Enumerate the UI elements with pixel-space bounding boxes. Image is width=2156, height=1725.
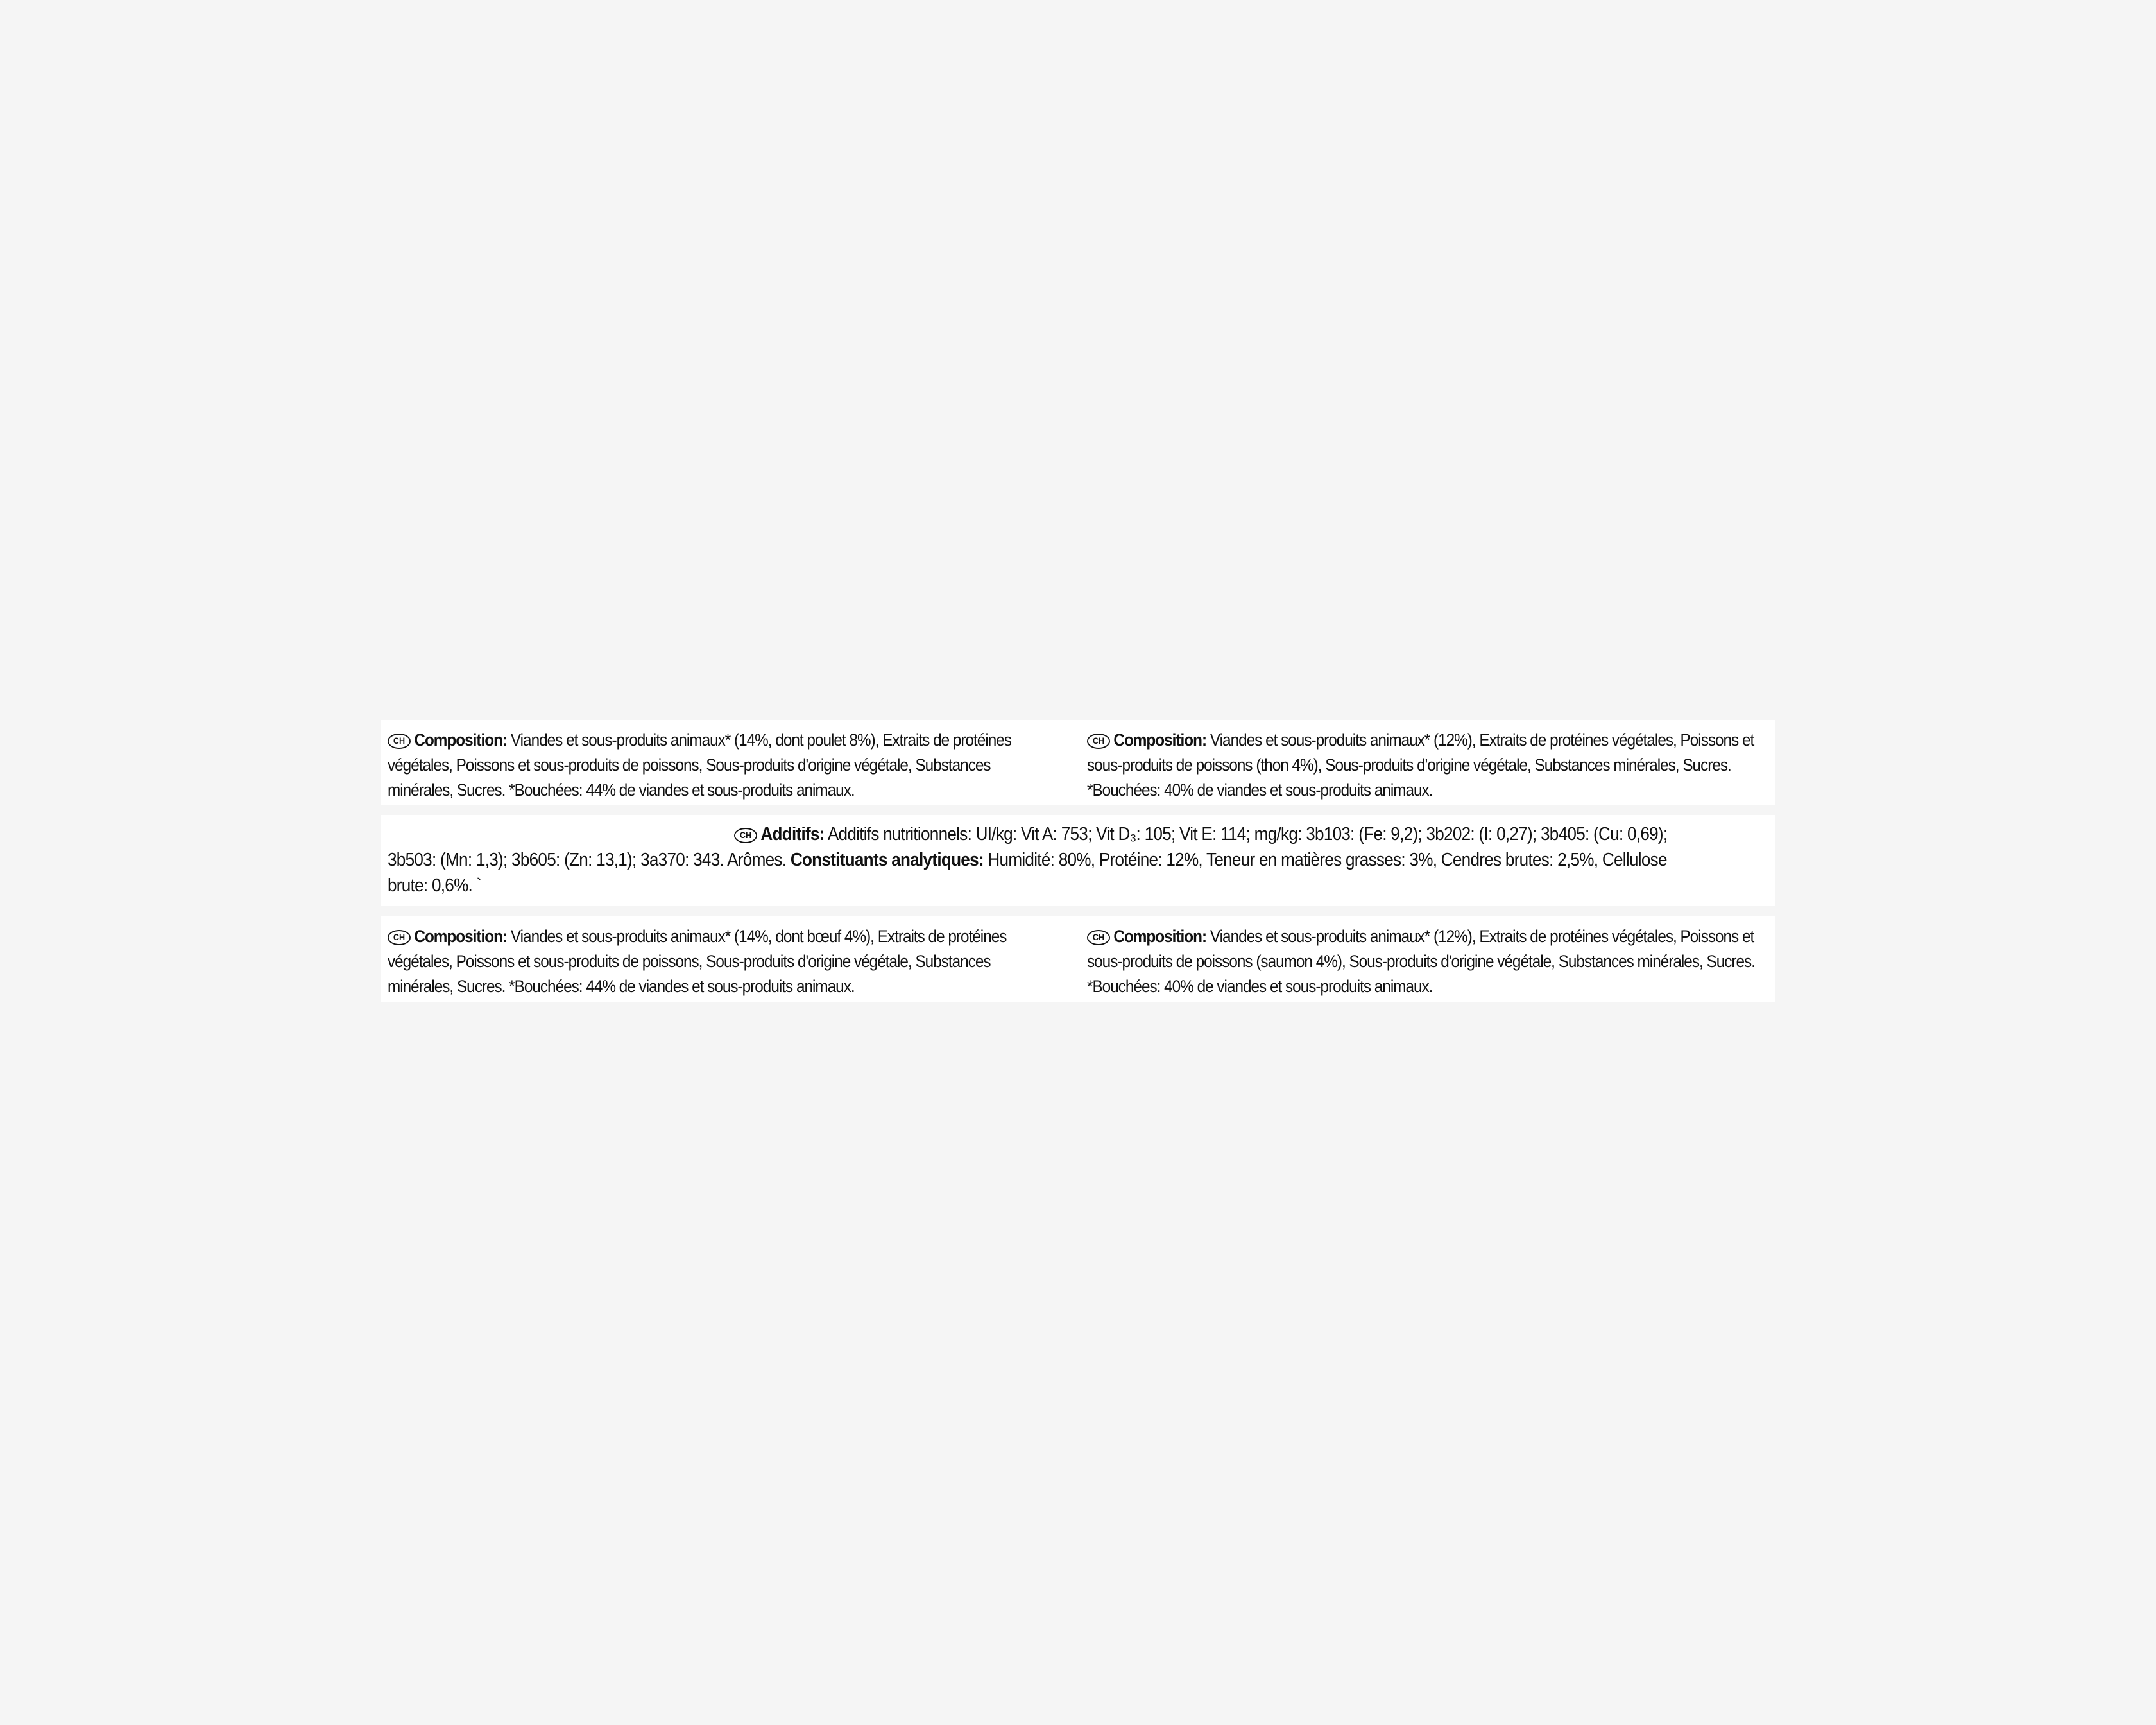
- composition-label: Composition:: [414, 730, 508, 750]
- composition-label: Composition:: [414, 927, 508, 946]
- composition-text: Viandes et sous-produits animaux* (14%, dont bœuf 4%), Extraits de protéines végétales, Poissons et sous-produits de poissons, Sous-produits d'origine végétale, Substances minérales, Sucres. *Bouchées: 44% de viandes et sous-produits animaux.: [388, 927, 1007, 996]
- swiss-ch-badge-icon: CH: [1087, 734, 1110, 749]
- composition-panel-top: [381, 720, 1775, 805]
- additives-block: [388, 821, 1710, 898]
- swiss-ch-badge-icon: CH: [1087, 930, 1110, 945]
- composition-label: Composition:: [1113, 730, 1207, 750]
- swiss-ch-badge-icon: CH: [734, 828, 757, 843]
- additives-panel: [381, 815, 1775, 906]
- analytical-label: Constituants analytiques:: [790, 850, 984, 870]
- additives-text: Additifs nutritionnels: UI/kg: Vit A: 753; Vit D₃: 105; Vit E: 114; mg/kg: 3b103: (Fe: 9,2); 3b202: (I: 0,27); 3b405: (Cu: 0,69); 3b503: (Mn: 1,3); 3b605: (Zn: 13,1); 3a370: 343. Arômes.: [388, 824, 1668, 870]
- composition-block-salmon: [1087, 924, 1768, 999]
- composition-block-beef: [388, 924, 1057, 999]
- analytical-text: Humidité: 80%, Protéine: 12%, Teneur en matières grasses: 3%, Cendres brutes: 2,5%, Cellulose brute: 0,6%. `: [388, 850, 1667, 896]
- composition-panel-bottom: [381, 916, 1775, 1002]
- composition-block-tuna: [1087, 728, 1768, 803]
- swiss-ch-badge-icon: CH: [388, 734, 411, 749]
- composition-text: Viandes et sous-produits animaux* (12%), Extraits de protéines végétales, Poissons et sous-produits de poissons (saumon 4%), Sous-produits d'origine végétale, Substances minérales, Sucres. *Bouchées: 40% de viandes et sous-produits animaux.: [1087, 927, 1755, 996]
- swiss-ch-badge-icon: CH: [388, 930, 411, 945]
- composition-text: Viandes et sous-produits animaux* (12%), Extraits de protéines végétales, Poissons et sous-produits de poissons (thon 4%), Sous-produits d'origine végétale, Substances minérales, Sucres. *Bouchées: 40% de viandes et sous-produits animaux.: [1087, 730, 1754, 800]
- composition-text: Viandes et sous-produits animaux* (14%, dont poulet 8%), Extraits de protéines végétales, Poissons et sous-produits de poissons, Sous-produits d'origine végétale, Substances minérales, Sucres. *Bouchées: 44% de viandes et sous-produits animaux.: [388, 730, 1011, 800]
- composition-label: Composition:: [1113, 927, 1207, 946]
- additives-label: Additifs:: [760, 824, 825, 845]
- composition-block-chicken: [388, 728, 1057, 803]
